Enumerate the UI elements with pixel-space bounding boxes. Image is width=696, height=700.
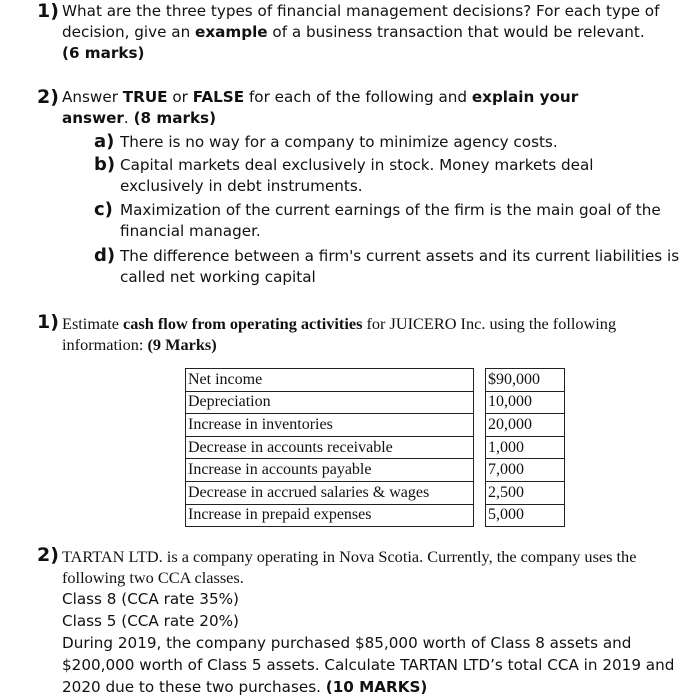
question-3-line-1: Estimate cash flow from operating activities for JUICERO Inc. using the following xyxy=(62,314,617,333)
item-b-text-2: exclusively in debt instruments. xyxy=(120,177,363,195)
question-2-line-1: Answer TRUE or FALSE for each of the following and explain your xyxy=(62,88,579,106)
item-c-label: c) xyxy=(94,199,113,220)
question-4-number: 2) xyxy=(37,544,59,566)
question-2-line-2: answer. (8 marks) xyxy=(62,109,217,127)
question-3-number: 1) xyxy=(37,311,59,333)
row-label: Net income xyxy=(186,369,474,392)
row-label: Decrease in accrued salaries & wages xyxy=(186,481,474,504)
item-a-text: There is no way for a company to minimize agency costs. xyxy=(120,133,558,151)
cash-flow-table xyxy=(185,368,565,527)
row-value: 20,000 xyxy=(486,414,565,437)
question-1-line-1: What are the three types of financial management decisions? For each type of xyxy=(62,2,660,20)
question-1-marks: (6 marks) xyxy=(62,44,145,62)
item-a-label: a) xyxy=(94,131,115,152)
table-row xyxy=(186,436,565,459)
table-row xyxy=(186,369,565,392)
question-4-class-8: Class 8 (CCA rate 35%) xyxy=(62,590,239,608)
question-4-line-2: following two CCA classes. xyxy=(62,568,244,587)
table-row xyxy=(186,459,565,482)
table-row xyxy=(186,391,565,414)
table-row xyxy=(186,481,565,504)
item-d-label: d) xyxy=(94,245,116,266)
row-label: Depreciation xyxy=(186,391,474,414)
item-b-text-1: Capital markets deal exclusively in stock. Money markets deal xyxy=(120,156,594,174)
question-4-line-1: TARTAN LTD. is a company operating in Nova Scotia. Currently, the company uses the xyxy=(62,547,637,566)
table-row xyxy=(186,504,565,527)
question-3-line-2: information: (9 Marks) xyxy=(62,335,217,354)
row-value: 7,000 xyxy=(486,459,565,482)
row-value: 1,000 xyxy=(486,436,565,459)
row-value: 10,000 xyxy=(486,391,565,414)
item-c-text-1: Maximization of the current earnings of the firm is the main goal of the xyxy=(120,201,661,219)
table-row xyxy=(186,414,565,437)
question-4-line-6: $200,000 worth of Class 5 assets. Calculate TARTAN LTD’s total CCA in 2019 and xyxy=(62,656,675,674)
question-4-class-5: Class 5 (CCA rate 20%) xyxy=(62,612,239,630)
row-label: Decrease in accounts receivable xyxy=(186,436,474,459)
row-value: $90,000 xyxy=(486,369,565,392)
item-c-text-2: financial manager. xyxy=(120,222,261,240)
question-1-number: 1) xyxy=(37,0,59,22)
row-label: Increase in inventories xyxy=(186,414,474,437)
row-value: 2,500 xyxy=(486,481,565,504)
item-d-text-2: called net working capital xyxy=(120,268,316,286)
question-1-line-2: decision, give an example of a business transaction that would be relevant. xyxy=(62,23,645,41)
row-label: Increase in accounts payable xyxy=(186,459,474,482)
question-4-line-5: During 2019, the company purchased $85,000 worth of Class 8 assets and xyxy=(62,634,632,652)
row-label: Increase in prepaid expenses xyxy=(186,504,474,527)
item-b-label: b) xyxy=(94,154,116,175)
row-value: 5,000 xyxy=(486,504,565,527)
question-2-number: 2) xyxy=(37,86,59,108)
item-d-text-1: The difference between a firm's current assets and its current liabilities is xyxy=(120,247,680,265)
question-4-line-7: 2020 due to these two purchases. (10 MARKS) xyxy=(62,678,428,696)
